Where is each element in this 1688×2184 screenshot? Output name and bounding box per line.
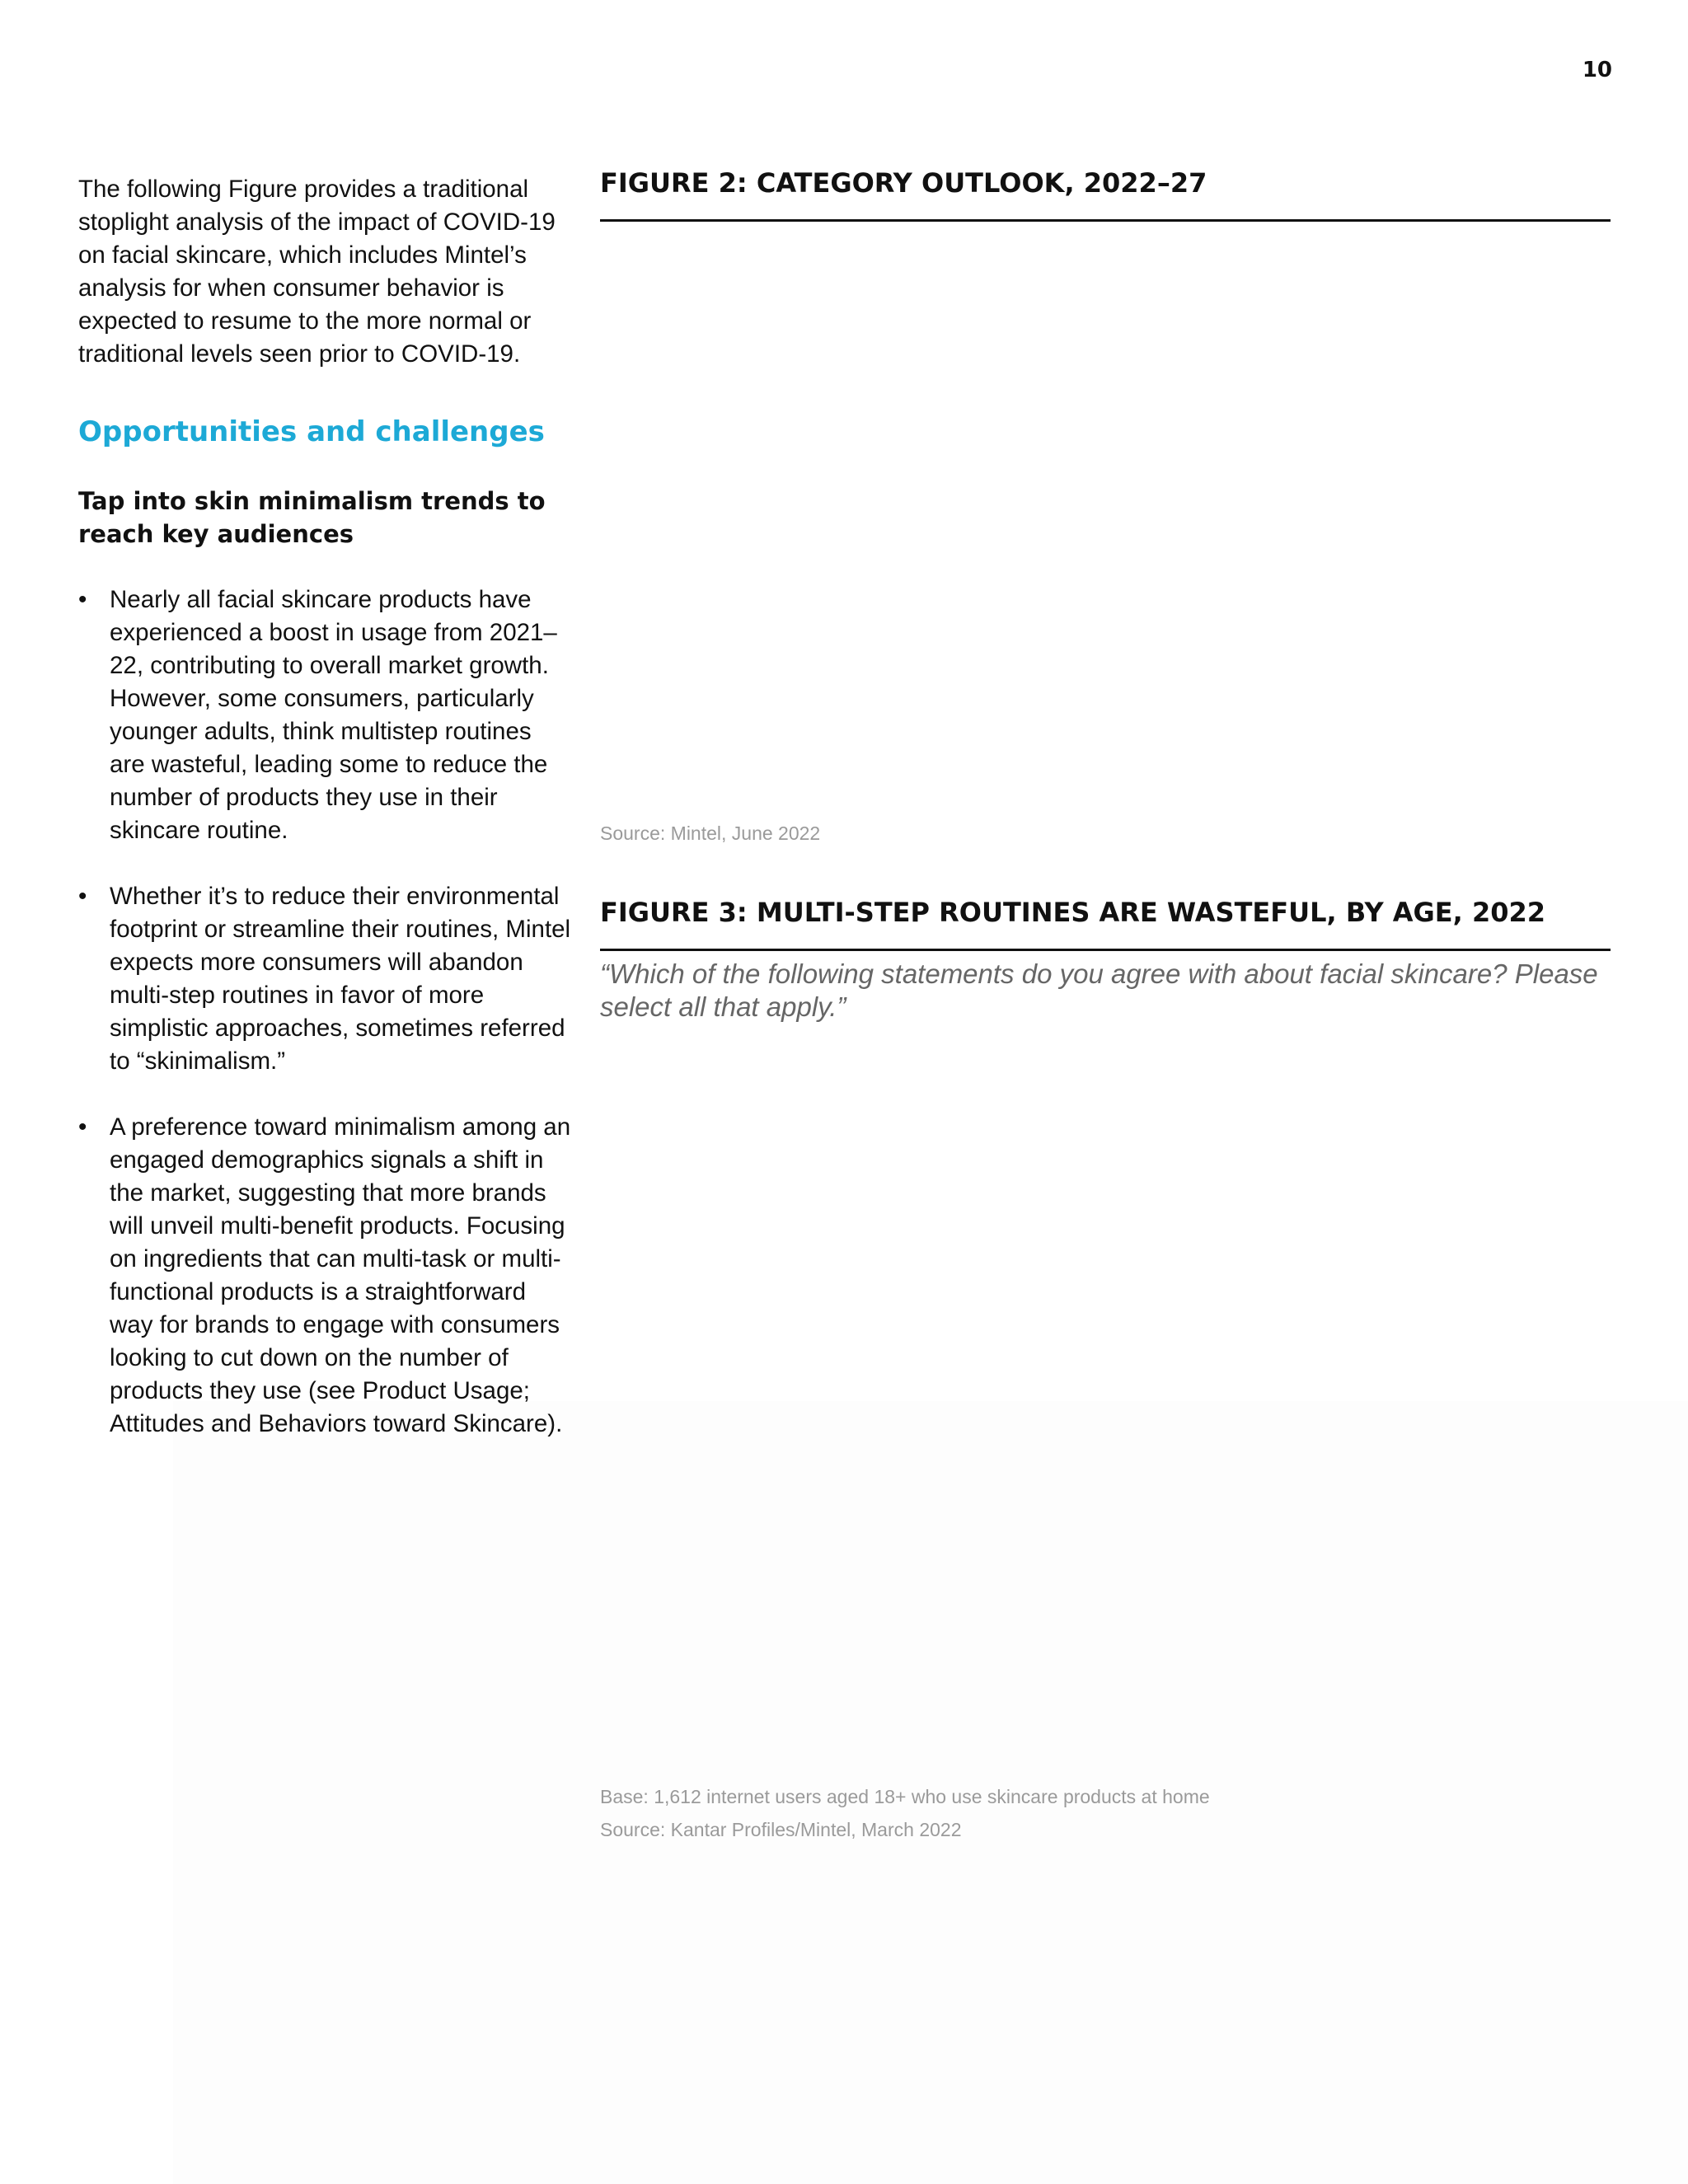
bullet-dot: •	[78, 883, 87, 910]
bullet-dot: •	[78, 586, 87, 613]
figure-2-title: FIGURE 2: CATEGORY OUTLOOK, 2022–27	[600, 165, 1611, 222]
sub-heading: Tap into skin minimalism trends to reach key audiences	[78, 487, 546, 548]
intro-paragraph: The following Figure provides a traditional stoplight analysis of the impact of COVID-19 on facial skincare, which includes Mintel’s analysis for when consumer behavior is expected to resume to the more normal or traditional levels seen prior to COVID-19.	[78, 176, 556, 368]
bullet-text: A preference toward minimalism among an engaged demographics signals a shift in the market, suggesting that more brands will unveil multi-benefit products. Focusing on ingredients that can multi-task or multi-functional products is a straightforward way for brands to engage with consumers looking to cut down on the number of products they use (see Product Usage; Attitudes and Behaviors toward Skincare).	[110, 1113, 571, 1437]
figure-3-source: Source: Kantar Profiles/Mintel, March 2022	[600, 1819, 962, 1840]
left-column	[78, 173, 573, 1474]
bullet-item	[78, 880, 573, 1078]
figure-3	[600, 894, 1611, 1846]
figure-2-chart-area	[600, 222, 1611, 817]
figure-3-base: Base: 1,612 internet users aged 18+ who use skincare products at home	[600, 1786, 1210, 1807]
figure-3-question: “Which of the following statements do you agree with about facial skincare? Please select all that apply.”	[600, 958, 1598, 1022]
bullet-dot: •	[78, 1113, 87, 1141]
bullet-text: Whether it’s to reduce their environmental footprint or streamline their routines, Mintel expects more consumers will abandon multi-step routines in favor of more simplistic approaches, sometimes referred to “skinimalism.”	[110, 883, 571, 1075]
section-heading: Opportunities and challenges	[78, 415, 545, 448]
bullet-item	[78, 583, 573, 847]
figure-2-source: Source: Mintel, June 2022	[600, 823, 821, 844]
figure-3-title: FIGURE 3: MULTI-STEP ROUTINES ARE WASTEFUL, BY AGE, 2022	[600, 894, 1611, 951]
figure-3-chart-area	[600, 1024, 1611, 1780]
page-number: 10	[1582, 58, 1612, 82]
bullet-list	[78, 583, 573, 1441]
figure-2	[600, 165, 1611, 850]
bullet-item	[78, 1111, 573, 1441]
bullet-text: Nearly all facial skincare products have experienced a boost in usage from 2021–22, contributing to overall market growth. However, some consumers, particularly younger adults, think multistep routines are wasteful, leading some to reduce the number of products they use in their skincare routine.	[110, 586, 557, 844]
